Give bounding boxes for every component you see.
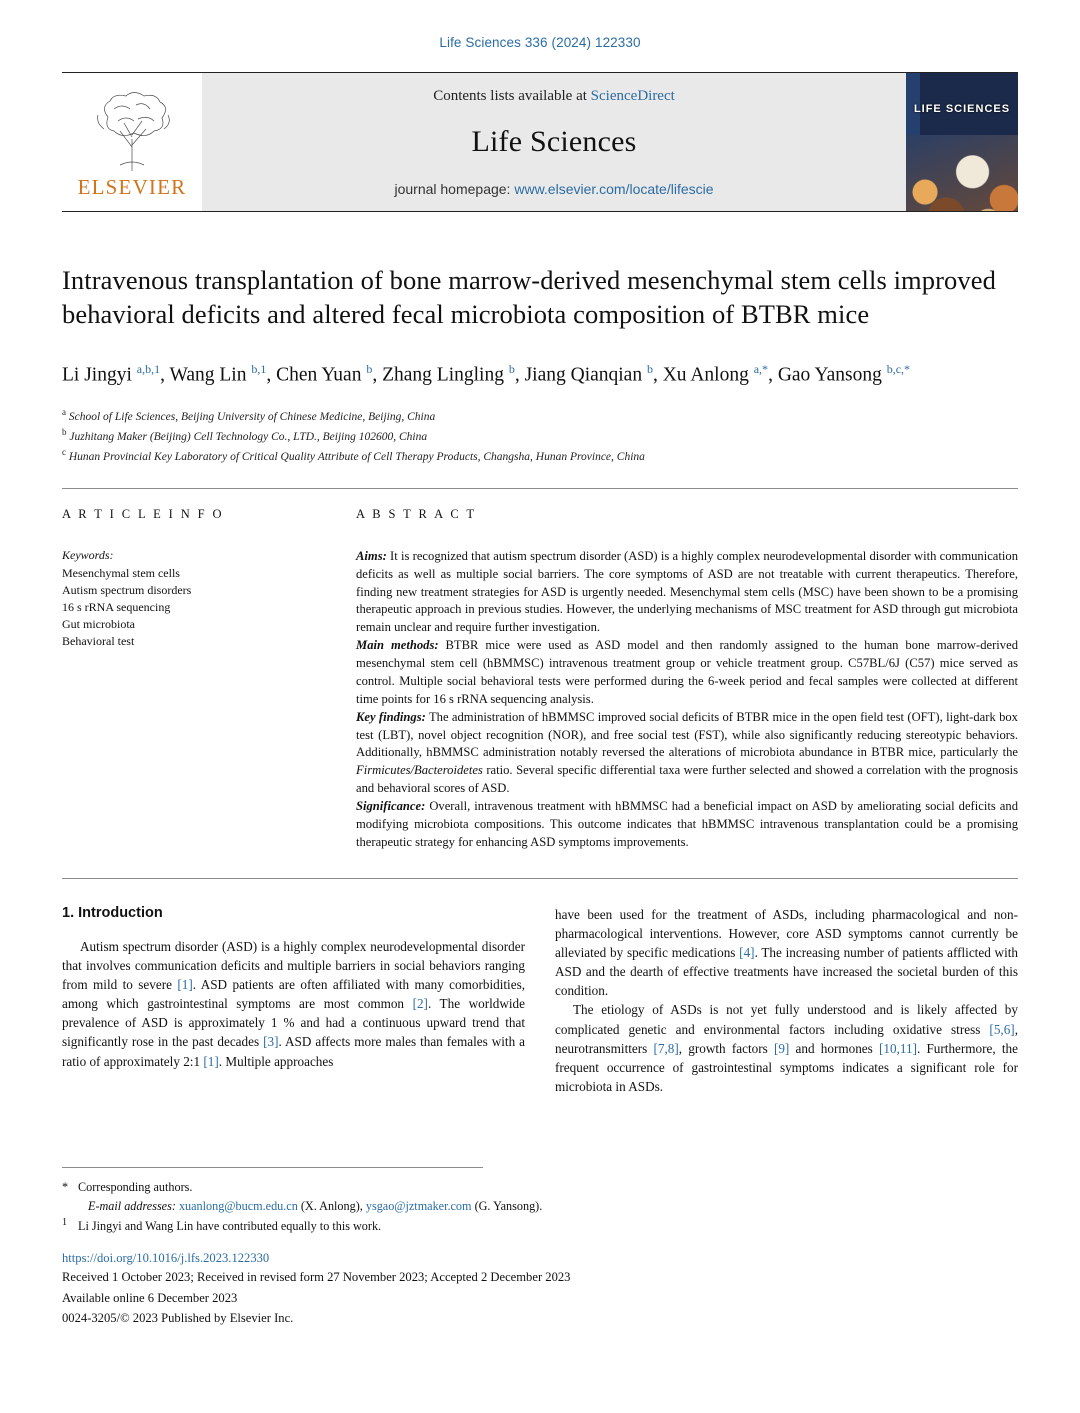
homepage-prefix: journal homepage: (394, 180, 515, 197)
abstract-aims-lead: Aims: (356, 548, 387, 563)
abstract-findings-lead: Key findings: (356, 709, 426, 724)
email-link-yansong[interactable]: ysgao@jztmaker.com (365, 1198, 472, 1213)
abstract-significance (356, 798, 1018, 852)
publisher-logo (62, 73, 202, 211)
citation-ref[interactable]: [1] (203, 1053, 219, 1069)
journal-homepage-link[interactable]: www.elsevier.com/locate/lifescie (514, 180, 714, 197)
abstract-findings (356, 709, 1018, 798)
journal-cover-image (906, 73, 1018, 211)
cover-title: LIFE SCIENCES (913, 103, 1011, 115)
footnote-divider (62, 1167, 483, 1168)
body-column-left (62, 905, 525, 1096)
article-title: Intravenous transplantation of bone marrow-derived mesenchymal stem cells improved behavioral deficits and altered fecal microbiota composition of BTBR mice (62, 265, 996, 329)
journal-title: Life Sciences (471, 124, 637, 158)
email-note (62, 1197, 1018, 1215)
citation-ref[interactable]: [5,6] (989, 1021, 1015, 1037)
affiliation-item: $^c$ Hunan Provincial Key Laboratory of Critical Quality Attribute of Cell Therapy Products, Changsha, Hunan Province, China (62, 446, 645, 463)
abstract-methods (356, 637, 1018, 709)
contents-line (433, 88, 675, 105)
keywords-label: Keywords: (62, 547, 114, 562)
citation-ref[interactable]: [4] (739, 944, 755, 960)
abstract-methods-lead: Main methods: (356, 638, 439, 653)
citation-ref[interactable]: [9] (773, 1040, 790, 1056)
citation-ref[interactable]: [2] (412, 996, 428, 1012)
info-divider-bottom (62, 878, 1018, 879)
keyword-item: Mesenchymal stem cells (62, 565, 180, 580)
body-paragraph: The etiology of ASDs is not yet fully understood and is likely affected by complicated genetic and environmental factors including oxidative stress [5,6], neurotransmitters [7,8], growth factors [9] and hormones [10,11]. Furthermore, the frequent occurrence of gastrointestinal symptoms indicates a significant role for microbiota in ASDs. (555, 1002, 1018, 1094)
abstract-aims (356, 548, 1018, 637)
keyword-item: 16 s rRNA sequencing (62, 599, 171, 614)
cover-artwork (906, 135, 1018, 211)
body-column-right (555, 905, 1018, 1096)
section-heading-introduction: 1. Introduction (62, 904, 163, 921)
info-divider-top (62, 488, 1018, 489)
running-head: Life Sciences 336 (2024) 122330 (439, 35, 641, 50)
abstract-methods-text: BTBR mice were used as ASD model and then randomly assigned to the human bone marrow-derived mesenchymal stem cell (hBMMSC) intravenous treatment group or vehicle treatment group. C57BL/6J (C57) mice served as control. Multiple social behavioral tests were performed during the 6-week period and fecal samples were collected at different time points for 16 s rRNA sequencing analysis. (356, 638, 1018, 706)
article-info-label: A R T I C L E I N F O (62, 506, 224, 521)
body-columns (62, 905, 1018, 1096)
publication-dates: Received 1 October 2023; Received in revised form 27 November 2023; Accepted 2 December 2023 (62, 1270, 571, 1285)
corresponding-author-note: * Corresponding authors. (62, 1180, 193, 1195)
body-paragraph: Autism spectrum disorder (ASD) is a highly complex neurodevelopmental disorder that involves communication deficits and multiple barriers in social behaviors ranging from mild to severe [1]. ASD patients are often affiliated with many comorbidities, among which gastrointestinal symptoms are most common [2]. The worldwide prevalence of ASD is approximately 1 % and had a continuous upward trend that significantly rose in the past decades [3]. ASD affects more males than females with a ratio of approximately 2:1 [1]. Multiple approaches (62, 938, 525, 1069)
affiliation-text: Juzhitang Maker (Beijing) Cell Technology Co., LTD., Beijing 102600, China (69, 430, 428, 443)
journal-masthead (62, 72, 1018, 212)
abstract-column (356, 507, 1018, 852)
affiliation-item: $^a$ School of Life Sciences, Beijing University of Chinese Medicine, Beijing, China (62, 406, 436, 423)
email-label: E-mail addresses: (88, 1198, 176, 1213)
contents-prefix: Contents lists available at (433, 87, 591, 104)
masthead-center (202, 73, 906, 211)
abstract-label: A B S T R A C T (356, 506, 477, 521)
article-info-column (62, 507, 356, 852)
keyword-item: Behavioral test (62, 633, 135, 648)
email1-name: (X. Anlong), (297, 1198, 366, 1213)
email2-name: (G. Yansong). (471, 1198, 543, 1213)
elsevier-tree-icon (78, 87, 186, 173)
abstract-aims-text: It is recognized that autism spectrum disorder (ASD) is a highly complex neurodevelopmental disorder with communication deficits as well as multiple social barriers. The core symptoms of ASD are not treatable with current therapeutics. Therefore, finding new treatment strategies for ASD is urgently needed. Mesenchymal stem cells (MSC) have been shown to be a promising therapeutic approach in previous studies. However, the underlying mechanisms of MSC treatment for ASD through gut microbiota remain unclear and require further investigation. (356, 548, 1018, 635)
email-link-anlong[interactable]: xuanlong@bucm.edu.cn (178, 1198, 298, 1213)
affiliation-text: School of Life Sciences, Beijing University of Chinese Medicine, Beijing, China (68, 410, 436, 423)
affiliation-text: Hunan Provincial Key Laboratory of Critical Quality Attribute of Cell Therapy Products, Changsha, Hunan Province, China (68, 450, 645, 463)
citation-ref[interactable]: [7,8] (653, 1040, 679, 1056)
citation-ref[interactable]: [10,11] (879, 1040, 917, 1056)
affiliations (62, 406, 1018, 466)
abstract-significance-text: Overall, intravenous treatment with hBMMSC had a beneficial impact on ASD by ameliorating social deficits and modifying microbiota compositions. This outcome indicates that hBMMSC intravenous transplantation could be a promising therapeutic strategy for enhancing ASD symptoms improvements. (356, 799, 1018, 849)
sciencedirect-link[interactable]: ScienceDirect (590, 87, 675, 104)
author-list: Li Jingyi $^{a,b,1}$, Wang Lin $^{b,1}$, Chen Yuan $^b$, Zhang Lingling $^b$, Jiang Qianqian $^b$, Xu Anlong $^{a,*}$, Gao Yansong $^{b,c,*}$ (62, 361, 911, 386)
citation-ref[interactable]: [3] (263, 1034, 279, 1050)
equal-contribution-text: Li Jingyi and Wang Lin have contributed equally to this work. (78, 1218, 382, 1233)
body-paragraph: have been used for the treatment of ASDs, including pharmacological and non-pharmacological interventions. However, core ASD symptoms cannot currently be alleviated by specific medications [4]. The increasing number of patients afflicted with ASD and the dearth of effective treatments have increased the societal burden of this condition. (555, 906, 1018, 999)
copyright-line: 0024-3205/© 2023 Published by Elsevier Inc. (62, 1310, 294, 1325)
corresponding-text: Corresponding authors. (78, 1180, 193, 1195)
doi-link[interactable]: https://doi.org/10.1016/j.lfs.2023.122330 (62, 1251, 270, 1266)
keyword-item: Autism spectrum disorders (62, 582, 192, 597)
available-online: Available online 6 December 2023 (62, 1290, 238, 1305)
abstract-significance-lead: Significance: (356, 799, 426, 814)
abstract-findings-text: The administration of hBMMSC improved social deficits of BTBR mice in the open field test (OFT), light-dark box test (LBT), novel object recognition (NOR), and free social test (FST), while also significantly reducing stereotypic behaviors. Additionally, hBMMSC administration notably reversed the alterations of microbiota abundance in BTBR mice, particularly the Firmicutes/Bacteroidetes ratio. Several specific differential taxa were further selected and showed a correlation with the prognosis and behavioral scores of ASD. (356, 709, 1018, 796)
taxon-name: Firmicutes/Bacteroidetes (356, 763, 483, 778)
citation-ref[interactable]: [1] (177, 976, 193, 992)
info-abstract-region (62, 507, 1018, 852)
elsevier-wordmark: ELSEVIER (77, 174, 187, 199)
journal-homepage-line (394, 181, 713, 197)
affiliation-item: $^b$ Juzhitang Maker (Beijing) Cell Technology Co., LTD., Beijing 102600, China (62, 426, 428, 443)
keyword-item: Gut microbiota (62, 616, 135, 631)
keywords-list (62, 565, 330, 650)
equal-contribution-note: $^1$ Li Jingyi and Wang Lin have contributed equally to this work. (62, 1216, 382, 1233)
footnote-region (62, 1167, 1018, 1327)
